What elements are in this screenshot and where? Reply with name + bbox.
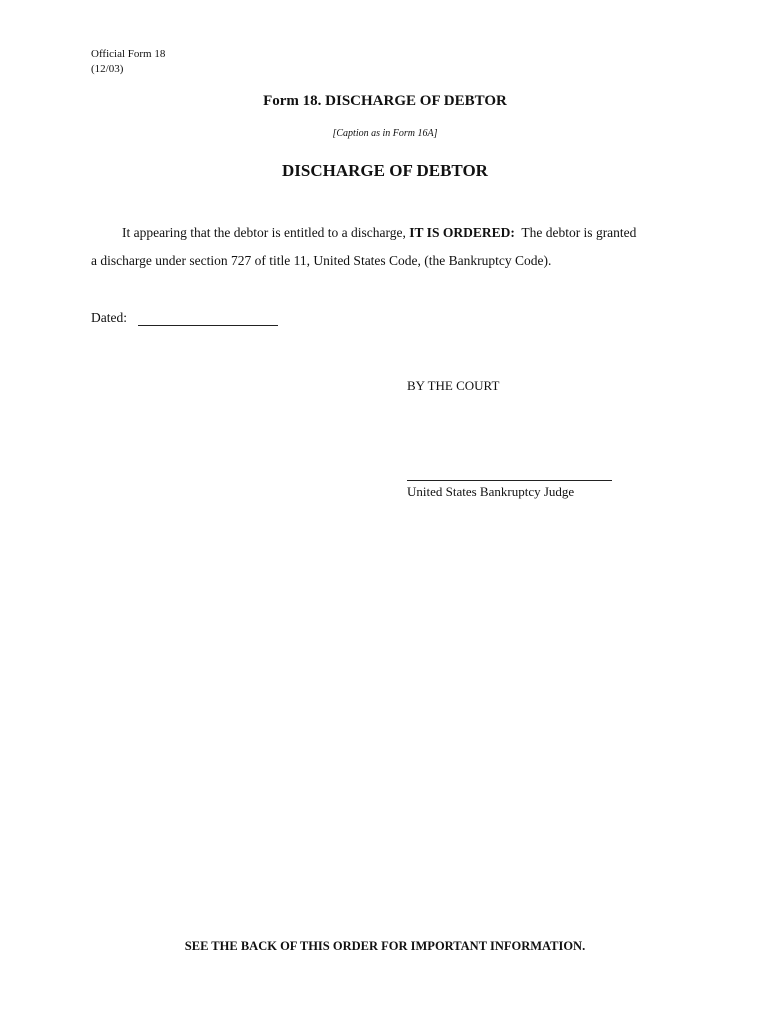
order-text-part2: The debtor is granted [514, 225, 637, 240]
dated-field [91, 310, 278, 326]
judge-title: United States Bankruptcy Judge [407, 484, 575, 499]
form-revision-date: (12/03) [91, 63, 124, 75]
document-title: DISCHARGE OF DEBTOR [282, 161, 488, 180]
judge-signature-line[interactable] [407, 480, 612, 481]
order-line-2: a discharge under section 727 of title 11, United States Code, (the Bankruptcy Code). [91, 253, 552, 268]
it-is-ordered-text: IT IS ORDERED: [409, 225, 515, 240]
form-identifier [91, 47, 165, 77]
caption-note: [Caption as in Form 16A] [332, 128, 438, 139]
order-text-part1: It appearing that the debtor is entitled to a discharge, [122, 225, 410, 240]
footer-note: SEE THE BACK OF THIS ORDER FOR IMPORTANT INFORMATION. [184, 939, 586, 953]
by-the-court: BY THE COURT [407, 378, 500, 393]
form-heading: Form 18. DISCHARGE OF DEBTOR [263, 93, 507, 109]
form-number: Official Form 18 [91, 48, 166, 60]
order-line-1 [91, 219, 651, 247]
dated-label: Dated: [91, 310, 127, 325]
order-paragraph [91, 219, 651, 275]
dated-blank-line[interactable] [138, 325, 278, 326]
